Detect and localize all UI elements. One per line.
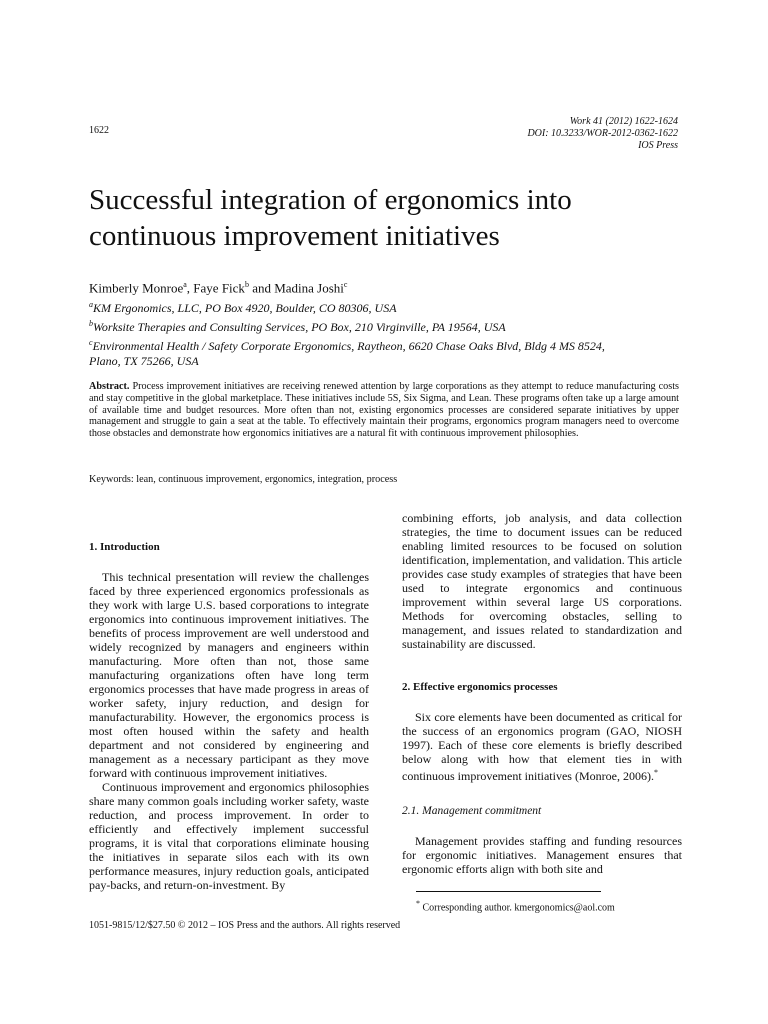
affiliation-mark: c [89, 338, 93, 347]
journal-info [527, 116, 678, 152]
affiliation [89, 335, 689, 354]
affiliation-text: Worksite Therapies and Consulting Services, PO Box, 210 Virginville, PA 19564, USA [93, 320, 506, 334]
affiliation-mark: b [89, 319, 93, 328]
author-affil-mark: c [343, 280, 348, 289]
right-column-text [402, 834, 682, 876]
paragraph: This technical presentation will review the challenges faced by three experienced ergonomics professionals as they work with large U.S. based corporations to integrate ergonomics into continuous improvement initiatives. The benefits of process improvement are well understood and widely recognized by managers and engineers within manufacturing. More often than not, those same manufacturing organizations often have long term ergonomics processes that have made progress in areas of worker safety, injury reduction, and design for manufacturability. However, the ergonomics process is most often housed within the safety and health department and not considered by engineering and management as a necessary participant as they move forward with continuous improvement initiatives. [89, 570, 369, 780]
footnote-reference: * [653, 768, 658, 777]
author-list [89, 280, 347, 296]
affiliation [89, 316, 689, 335]
footnote [416, 899, 615, 913]
affiliation-list [89, 297, 689, 369]
affiliation [89, 297, 689, 316]
footnote-divider [416, 891, 601, 892]
subsection-heading-management-commitment: 2.1. Management commitment [402, 805, 542, 817]
author-affil-mark: a [183, 280, 187, 289]
journal-doi: DOI: 10.3233/WOR-2012-0362-1622 [527, 128, 678, 139]
author-affil-mark: b [244, 280, 249, 289]
keywords: Keywords: lean, continuous improvement, ergonomics, integration, process [89, 474, 398, 485]
affiliation-text: KM Ergonomics, LLC, PO Box 4920, Boulder, CO 80306, USA [93, 301, 397, 315]
abstract-label: Abstract. [89, 381, 130, 392]
left-column-text [89, 570, 369, 892]
paper-title: Successful integration of ergonomics into continuous improvement initiatives [89, 184, 572, 252]
paragraph: combining efforts, job analysis, and data collection strategies, the time to document issues can be reduced enabling limited resources to be focused on solution identification, implementation, and validation. This article provides case study examples of strategies that have been used to integrate ergonomics and continuous improvement within several large US corporations. Methods for overcoming obstacles, selling to management, and issues related to standardization and sustainability are discussed. [402, 511, 682, 651]
footnote-mark: * [416, 899, 420, 908]
page-number: 1622 [89, 125, 109, 136]
author-name: Kimberly Monroe [89, 280, 184, 296]
journal-publisher: IOS Press [638, 140, 678, 151]
author-name: Madina Joshi [274, 280, 344, 296]
paragraph [402, 710, 682, 783]
affiliation-mark: a [89, 300, 93, 309]
affiliation [89, 354, 689, 369]
section-heading-introduction: 1. Introduction [89, 541, 160, 553]
journal-citation: Work 41 (2012) 1622-1624 [569, 116, 678, 127]
section-heading-effective-ergonomics: 2. Effective ergonomics processes [402, 681, 558, 693]
abstract-text: Process improvement initiatives are receiving renewed attention by large corporations as they attempt to reduce manufacturing costs and stay competitive in the global marketplace. These initiatives include 5S, Six Sigma, and Lean. These programs often take up a large amount of available time and budget resources. More often than not, existing ergonomics processes are considered separate initiatives by upper management and struggle to gain a seat at the table. To effectively maintain their programs, ergonomics program managers need to overcome those obstacles and demonstrate how ergonomics initiatives are a natural fit with continuous improvement philosophies. [89, 381, 679, 440]
footnote-text: Corresponding author. kmergonomics@aol.com [422, 902, 615, 914]
affiliation-text: Plano, TX 75266, USA [89, 354, 199, 368]
right-column-text [402, 710, 682, 783]
paragraph: Continuous improvement and ergonomics philosophies share many common goals including worker safety, waste reduction, and process improvement. In order to efficiently and effectively implement successful programs, it is vital that corporations eliminate housing the initiatives in separate silos each with its own performance measures, injury reduction goals, anticipated pay-backs, and return-on-investment. By [89, 780, 369, 892]
paragraph-text: Six core elements have been documented as critical for the success of an ergonomics program (GAO, NIOSH 1997). Each of these core elements is briefly described below along with how that element ties in with continuous improvement initiatives (Monroe, 2006). [402, 710, 682, 783]
affiliation-text: Environmental Health / Safety Corporate Ergonomics, Raytheon, 6620 Chase Oaks Blvd, Bldg 4 MS 8524, [92, 339, 605, 353]
author-separator: , [186, 280, 194, 296]
paragraph: Management provides staffing and funding resources for ergonomic initiatives. Management ensures that ergonomic efforts align with both site and [402, 834, 682, 876]
author-separator: and [248, 280, 275, 296]
abstract [89, 381, 679, 440]
right-column-text [402, 511, 682, 651]
copyright-footer: 1051-9815/12/$27.50 © 2012 – IOS Press and the authors. All rights reserved [89, 920, 401, 931]
author-name: Faye Fick [193, 280, 245, 296]
